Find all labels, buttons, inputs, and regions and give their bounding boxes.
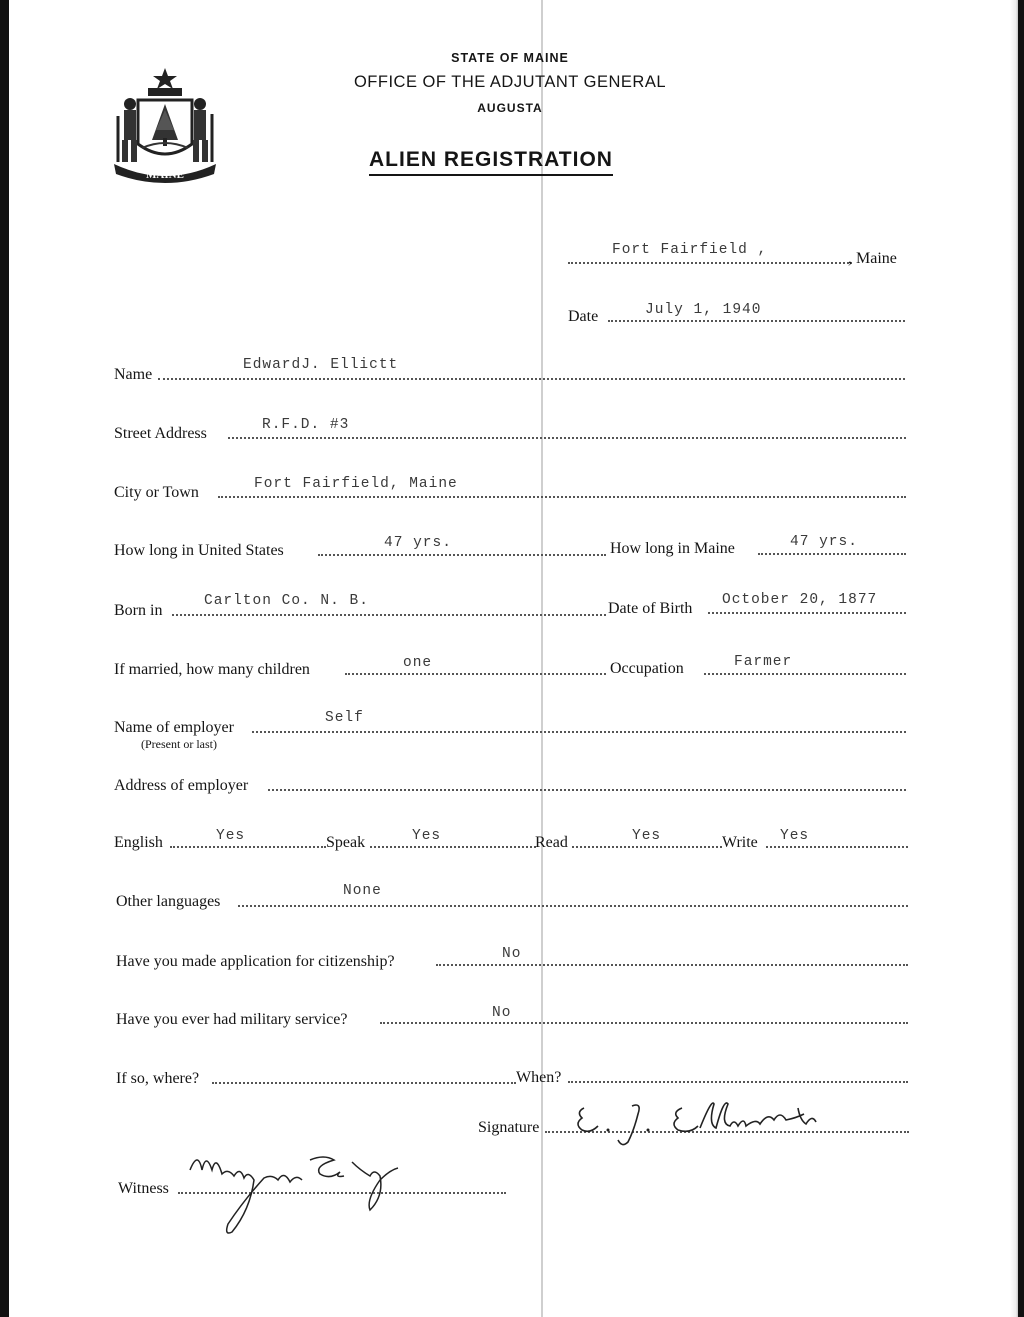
occupation-label: Occupation: [610, 660, 684, 677]
other-languages-value: None: [343, 883, 382, 899]
write-value: Yes: [780, 828, 810, 844]
header-office: OFFICE OF THE ADJUTANT GENERAL: [353, 73, 667, 91]
employer-name-sublabel: (Present or last): [141, 737, 217, 751]
date-line: [608, 320, 905, 322]
read-value: Yes: [632, 828, 662, 844]
write-line: [766, 846, 908, 848]
street-label: Street Address: [114, 425, 207, 442]
where-line: [212, 1082, 516, 1084]
date-of-birth-value: October 20, 1877: [722, 592, 878, 608]
born-in-value: Carlton Co. N. B.: [204, 593, 369, 609]
name-value: EdwardJ. Ellictt: [243, 357, 399, 373]
how-long-us-label: How long in United States: [114, 542, 284, 559]
how-long-maine-label: How long in Maine: [610, 540, 735, 557]
occupation-value: Farmer: [734, 654, 793, 670]
children-line: [345, 673, 606, 675]
occupation-line: [704, 673, 906, 675]
write-label: Write: [722, 834, 758, 851]
other-languages-label: Other languages: [116, 893, 221, 910]
english-value: Yes: [216, 828, 246, 844]
city-label: City or Town: [114, 484, 199, 501]
place-line: [568, 262, 852, 264]
place-value: Fort Fairfield ,: [612, 242, 768, 258]
military-line: [380, 1022, 908, 1024]
speak-value: Yes: [412, 828, 442, 844]
maine-state-seal-icon: [110, 66, 220, 186]
born-in-line: [172, 614, 606, 616]
other-languages-line: [238, 905, 908, 907]
employer-name-line: [252, 731, 906, 733]
scan-border-right: [1018, 0, 1024, 1317]
citizenship-line: [436, 964, 908, 966]
seal-text: MAINE: [146, 169, 184, 181]
city-value: Fort Fairfield, Maine: [254, 476, 458, 492]
date-of-birth-line: [708, 612, 906, 614]
speak-label: Speak: [326, 834, 366, 851]
street-line: [228, 437, 906, 439]
when-line: [568, 1081, 908, 1083]
read-label: Read: [535, 834, 568, 851]
military-label: Have you ever had military service?: [116, 1011, 348, 1028]
when-label: When?: [516, 1069, 562, 1086]
citizenship-value: No: [502, 946, 522, 962]
employer-address-label: Address of employer: [114, 777, 249, 794]
english-line: [170, 846, 326, 848]
header-state: STATE OF MAINE: [451, 51, 569, 65]
read-line: [572, 846, 722, 848]
paper-fold-line: [541, 0, 543, 1317]
signature-handwriting: [572, 1090, 842, 1150]
born-in-label: Born in: [114, 602, 163, 619]
children-label: If married, how many children: [114, 661, 310, 678]
military-value: No: [492, 1005, 512, 1021]
how-long-us-value: 47 yrs.: [384, 535, 452, 551]
where-label: If so, where?: [116, 1070, 200, 1087]
employer-name-label: Name of employer: [114, 719, 234, 736]
name-label: Name: [114, 366, 153, 383]
employer-name-value: Self: [325, 710, 364, 726]
how-long-maine-line: [758, 553, 906, 555]
place-suffix: , Maine: [848, 250, 897, 267]
date-value: July 1, 1940: [645, 302, 762, 318]
english-label: English: [114, 834, 163, 851]
scan-border-left: [0, 0, 9, 1317]
street-value: R.F.D. #3: [262, 417, 350, 433]
signature-label: Signature: [478, 1119, 540, 1136]
header-city: AUGUSTA: [477, 101, 543, 115]
employer-address-line: [268, 789, 906, 791]
name-line: [158, 378, 905, 380]
how-long-us-line: [318, 554, 606, 556]
date-label: Date: [568, 308, 599, 325]
speak-line: [370, 846, 536, 848]
city-line: [218, 496, 906, 498]
citizenship-label: Have you made application for citizenship?: [116, 953, 395, 970]
date-of-birth-label: Date of Birth: [608, 600, 693, 617]
witness-signature-handwriting: [184, 1140, 404, 1240]
children-value: one: [403, 655, 433, 671]
witness-label: Witness: [118, 1180, 169, 1197]
how-long-maine-value: 47 yrs.: [790, 534, 858, 550]
form-title: ALIEN REGISTRATION: [369, 148, 613, 176]
